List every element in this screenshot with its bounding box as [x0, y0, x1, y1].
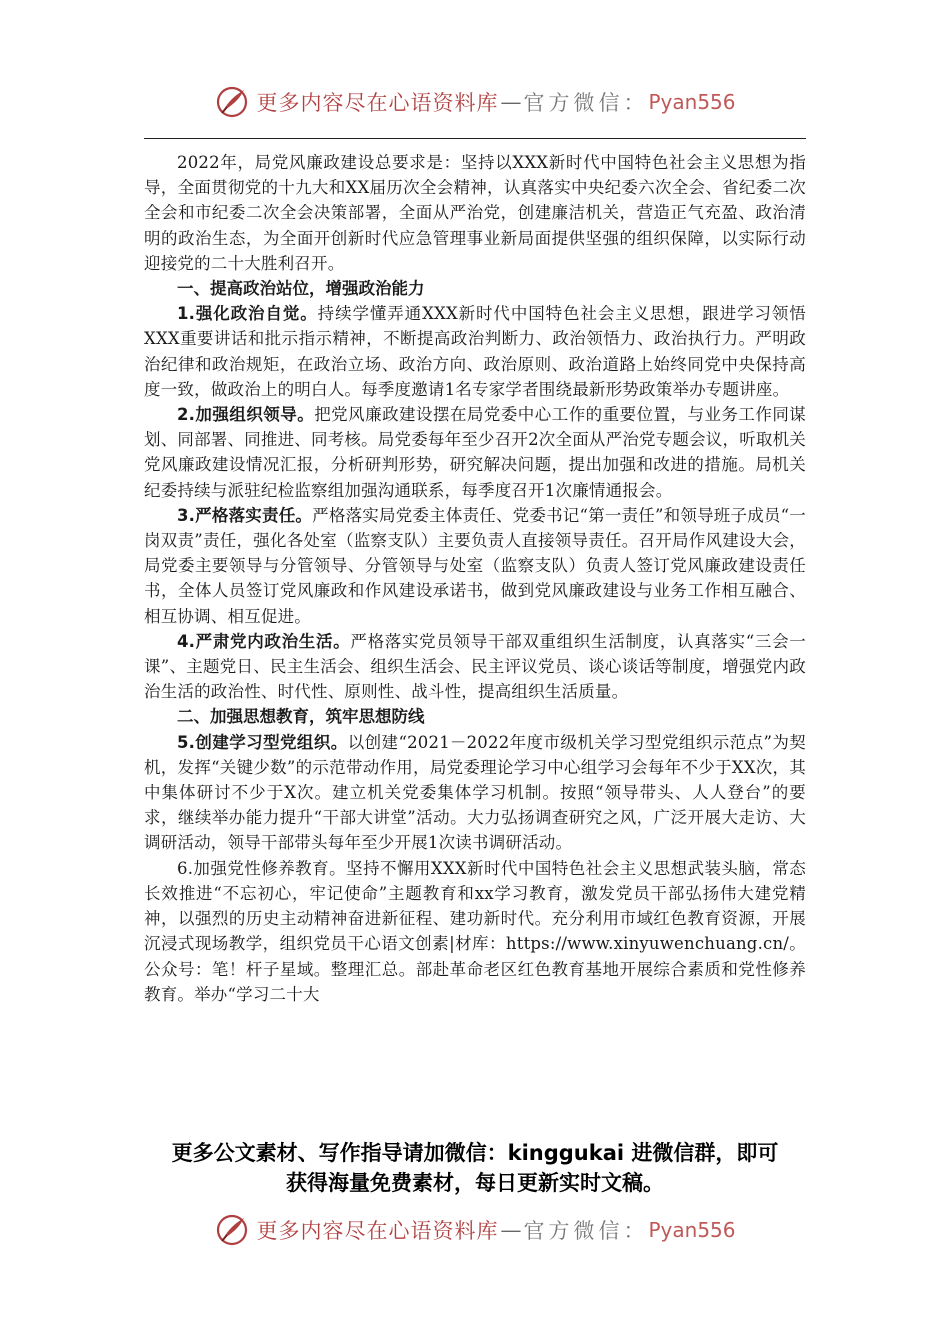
item-paragraph-6 [144, 856, 806, 1007]
header-official-label: 官方微信： [523, 91, 649, 115]
item-text-1: 持续学懂弄通XXX新时代中国特色社会主义思想，跟进学习领悟XXX重要讲话和批示指示精神，不断提高政治判断力、政治领悟力、政治执行力。严明政治纪律和政治规矩，在政治立场、政治方向、政治原则、政治道路上始终同党中央保持高度一致，做政治上的明白人。每季度邀请1名专家学者围绕最新形势政策举办专题讲座。 [144, 304, 806, 399]
item-lead-5: 5.创建学习型党组织。 [177, 732, 348, 752]
item-lead-3: 3.严格落实责任。 [177, 505, 313, 525]
feather-pen-logo-icon [214, 84, 250, 120]
promo-line-2: 获得海量免费素材，每日更新实时文稿。 [286, 1171, 664, 1195]
footer-official-label: 官方微信： [523, 1219, 649, 1243]
section-heading-1: 一、提高政治站位，增强政治能力 [177, 279, 425, 299]
item-lead-1: 1.强化政治自觉。 [177, 304, 318, 324]
item-lead-4: 4.严肃党内政治生活。 [177, 631, 351, 651]
item-paragraph-1 [144, 301, 806, 402]
item-text-3: 严格落实局党委主体责任、党委书记“第一责任”和领导班子成员“一岗双责”责任，强化各处室（监察支队）主要负责人直接领导责任。召开局作风建设大会，局党委主要领导与分管领导、分管领导与处室（监察支队）负责人签订党风廉政建设责任书，全体人员签订党风廉政和作风建设承诺书，做到党风廉政建设与业务工作相互融合、相互协调、相互促进。 [144, 505, 806, 626]
footer-wechat-id: Pyan556 [648, 1218, 736, 1242]
header-separator: — [500, 90, 522, 114]
item-lead-2: 2.加强组织领导。 [177, 405, 315, 425]
header-brand-text: 更多内容尽在心语资料库 [256, 91, 499, 115]
intro-paragraph: 2022年，局党风廉政建设总要求是：坚持以XXX新时代中国特色社会主义思想为指导，全面贯彻党的十九大和XX届历次全会精神，认真落实中央纪委六次全会、省纪委二次全会和市纪委二次全会决策部署，全面从严治党，创建廉洁机关，营造正气充盈、政治清明的政治生态，为全面开创新时代应急管理事业新局面提供坚强的组织保障，以实际行动迎接党的二十大胜利召开。 [144, 153, 806, 273]
footer-brand-text: 更多内容尽在心语资料库 [256, 1219, 499, 1243]
item-paragraph-4 [144, 629, 806, 705]
item-paragraph-5 [144, 730, 806, 856]
item-paragraph-3 [144, 503, 806, 629]
item-text-2: 把党风廉政建设摆在局党委中心工作的重要位置，与业务工作同谋划、同部署、同推进、同考核。局党委每年至少召开2次全面从严治党专题会议，听取机关党风廉政建设情况汇报，分析研判形势，研究解决问题，提出加强和改进的措施。局机关纪委持续与派驻纪检监察组加强沟通联系，每季度召开1次廉情通报会。 [144, 405, 806, 500]
item-paragraph-2 [144, 402, 806, 503]
feather-pen-logo-icon [214, 1212, 250, 1248]
item-text-5: 以创建“2021－2022年度市级机关学习型党组织示范点”为契机，发挥“关键少数”的示范带动作用，局党委理论学习中心组学习会每年不少于XX次，其中集体研讨不少于X次。建立机关党委集体学习机制。按照“领导带头、人人登台”的要求，继续举办能力提升“干部大讲堂”活动。大力弘扬调查研究之风，广泛开展大走访、大调研活动，领导干部带头每年至少开展1次读书调研活动。 [144, 732, 806, 853]
header-banner [0, 80, 950, 124]
promo-banner [120, 1138, 830, 1198]
promo-line-1: 更多公文素材、写作指导请加微信：kinggukai 进微信群，即可 [171, 1141, 779, 1165]
item-text-6: 6.加强党性修养教育。坚持不懈用XXX新时代中国特色社会主义思想武装头脑，常态长效推进“不忘初心，牢记使命”主题教育和xx学习教育，激发党员干部弘扬伟大建党精神，以强烈的历史主动精神奋进新征程、建功新时代。充分利用市域红色教育资源，开展沉浸式现场教学，组织党员干心语文创素|材库：https://www.xinyuwenchuang.cn/。公众号：笔！杆子星域。整理汇总。部赴革命老区红色教育基地开展综合素质和党性修养教育。举办“学习二十大 [144, 858, 806, 1004]
footer-banner [0, 1208, 950, 1252]
header-divider [144, 138, 806, 139]
footer-separator: — [500, 1218, 522, 1242]
header-wechat-id: Pyan556 [648, 90, 736, 114]
item-text-4: 严格落实党员领导干部双重组织生活制度，认真落实“三会一课”、主题党日、民主生活会、组织生活会、民主评议党员、谈心谈话等制度，增强党内政治生活的政治性、时代性、原则性、战斗性，提高组织生活质量。 [144, 631, 806, 702]
document-body [144, 150, 806, 1007]
section-heading-2: 二、加强思想教育，筑牢思想防线 [177, 707, 425, 727]
